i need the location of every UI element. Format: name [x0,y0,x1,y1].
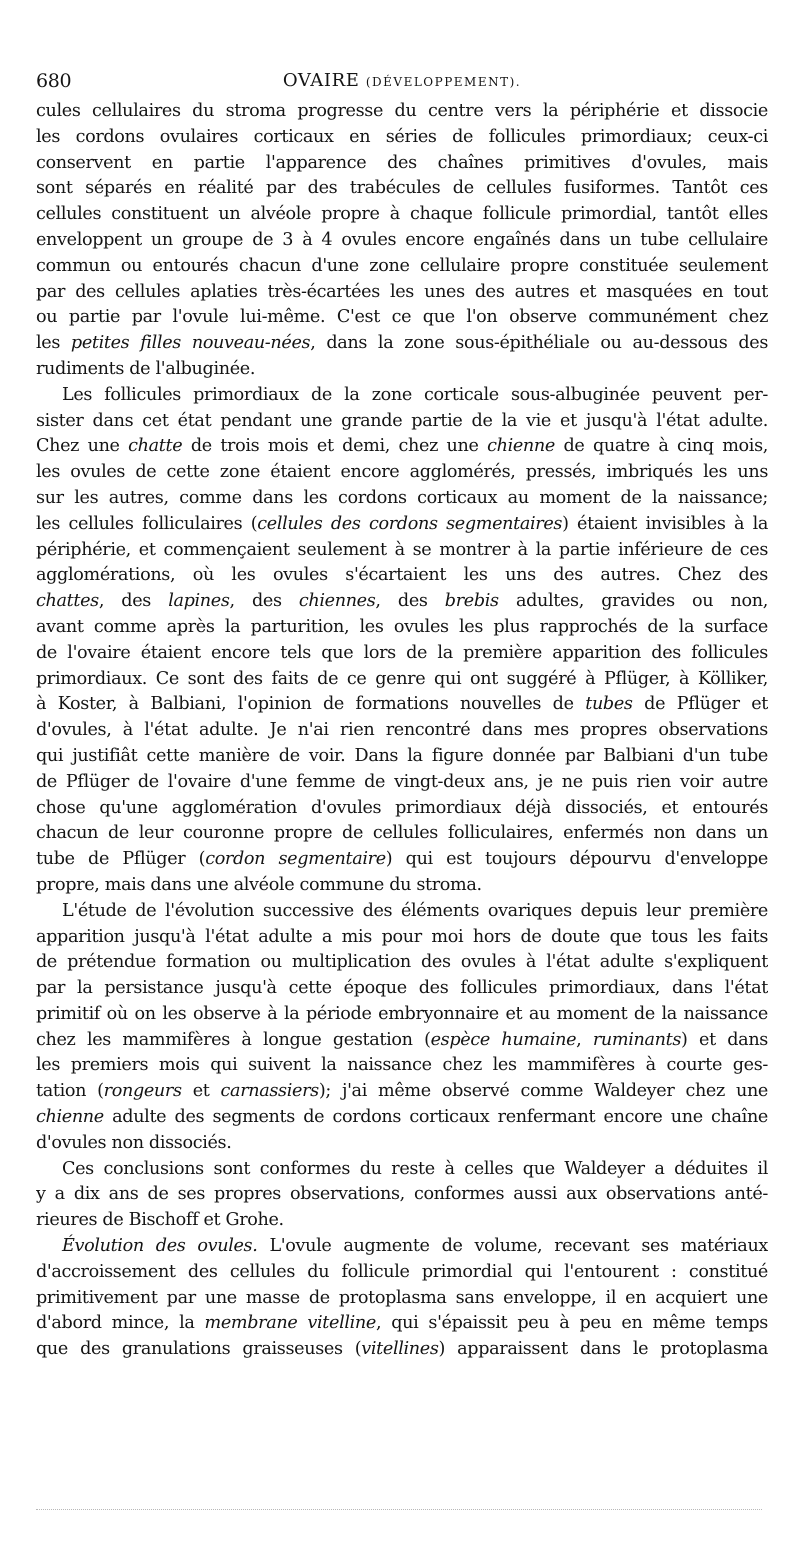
text-line: chose qu'une agglomération d'ovules primordiaux déjà dissociés, et entourés [36,797,768,818]
text-line: périphérie, et commençaient seulement à se montrer à la partie inférieure de ces [36,539,768,560]
text-line: ou partie par l'ovule lui-même. C'est ce que l'on observe communément chez [36,307,768,328]
paragraph [36,383,768,899]
text-line: par des cellules aplaties très-écartées les unes des autres et masquées en tout [36,281,768,302]
text-line: par la persistance jusqu'à cette époque des follicules primordiaux, dans l'état [36,978,768,999]
text-line: d'abord mince, la membrane vitelline, qui s'épaissit peu à peu en même temps [36,1313,768,1334]
text-line: Les follicules primordiaux de la zone corticale sous-albuginée peuvent per- [62,384,768,405]
body-text [36,99,768,1363]
text-line: sister dans cet état pendant une grande partie de la vie et jusqu'à l'état adulte. [36,410,768,431]
running-title [36,70,768,91]
text-line: propre, mais dans une alvéole commune du stroma. [36,874,482,895]
page-number: 680 [36,70,72,92]
text-line: chienne adulte des segments de cordons corticaux renfermant encore une chaîne [36,1107,768,1128]
text-line: de l'ovaire étaient encore tels que lors de la première apparition des follicules [36,642,768,663]
text-line: agglomérations, où les ovules s'écartaient les uns des autres. Chez des [36,565,768,586]
text-line: primitivement par une masse de protoplasma sans enveloppe, il en acquiert une [36,1287,768,1308]
text-line: cules cellulaires du stroma progresse du centre vers la périphérie et dissocie [36,101,768,121]
text-line: commun ou entourés chacun d'une zone cellulaire propre constituée seulement [36,255,768,276]
paragraph [36,1234,768,1363]
text-line: Ces conclusions sont conformes du reste à celles que Waldeyer a déduites il [62,1158,768,1179]
paragraph [36,99,768,383]
text-line: apparition jusqu'à l'état adulte a mis pour moi hors de doute que tous les faits [36,926,768,947]
text-line: sur les autres, comme dans les cordons corticaux au moment de la naissance; [36,487,768,508]
running-title-main: OVAIRE [282,70,360,91]
text-line: rudiments de l'albuginée. [36,358,256,379]
text-line: d'accroissement des cellules du follicule primordial qui l'entourent : constitué [36,1261,768,1282]
paragraph [36,899,768,1157]
text-line: sont séparés en réalité par des trabécules de cellules fusiformes. Tantôt ces [36,178,768,199]
text-line: tube de Pflüger (cordon segmentaire) qui est toujours dépourvu d'enveloppe [36,849,768,870]
page-header [36,68,768,98]
text-line: les cellules folliculaires (cellules des cordons segmentaires) étaient invisibles à la [36,513,768,534]
text-line: de prétendue formation ou multiplication des ovules à l'état adulte s'expliquent [36,952,768,973]
text-line: que des granulations graisseuses (vitellines) apparaissent dans le protoplasma [36,1339,768,1360]
text-line: cellules constituent un alvéole propre à chaque follicule primordial, tantôt elles [36,204,768,225]
text-line: rieures de Bischoff et Grohe. [36,1210,284,1231]
text-line: à Koster, à Balbiani, l'opinion de formations nouvelles de tubes de Pflüger et [36,694,768,715]
text-line: d'ovules, à l'état adulte. Je n'ai rien rencontré dans mes propres observations [36,720,768,741]
text-line: tation (rongeurs et carnassiers); j'ai même observé comme Waldeyer chez une [36,1081,768,1102]
text-line: qui justifiât cette manière de voir. Dans la figure donnée par Balbiani d'un tube [36,745,768,766]
book-page [36,68,768,1363]
text-line: primitif où on les observe à la période embryonnaire et au moment de la naissance [36,1003,768,1024]
text-line: les petites filles nouveau-nées, dans la zone sous-épithéliale ou au-dessous des [36,333,768,354]
paragraph [36,1157,768,1234]
running-title-subtitle: (DÉVELOPPEMENT). [365,75,522,89]
text-line: Évolution des ovules. L'ovule augmente de volume, recevant ses matériaux [62,1236,768,1257]
text-line: chattes, des lapines, des chiennes, des brebis adultes, gravides ou non, [36,591,768,612]
text-line: d'ovules non dissociés. [36,1132,232,1153]
text-line: y a dix ans de ses propres observations, conformes aussi aux observations anté- [36,1184,768,1205]
text-line: primordiaux. Ce sont des faits de ce genre qui ont suggéré à Pflüger, à Kölliker, [36,668,768,689]
text-line: chacun de leur couronne propre de cellules folliculaires, enfermés non dans un [36,823,768,844]
text-line: chez les mammifères à longue gestation (espèce humaine, ruminants) et dans [36,1029,768,1050]
text-line: les premiers mois qui suivent la naissance chez les mammifères à courte ges- [36,1055,768,1076]
text-line: les ovules de cette zone étaient encore agglomérés, pressés, imbriqués les uns [36,462,768,483]
page-bottom-rule [36,1505,762,1510]
text-line: les cordons ovulaires corticaux en séries de follicules primordiaux; ceux-ci [36,126,768,147]
text-line: enveloppent un groupe de 3 à 4 ovules encore engaînés dans un tube cellulaire [36,229,768,250]
text-line: avant comme après la parturition, les ovules les plus rapprochés de la surface [36,616,768,637]
text-line: L'étude de l'évolution successive des éléments ovariques depuis leur première [62,900,768,921]
text-line: conservent en partie l'apparence des chaînes primitives d'ovules, mais [36,152,768,173]
text-line: Chez une chatte de trois mois et demi, chez une chienne de quatre à cinq mois, [36,436,768,457]
text-line: de Pflüger de l'ovaire d'une femme de vingt-deux ans, je ne puis rien voir autre [36,771,768,792]
